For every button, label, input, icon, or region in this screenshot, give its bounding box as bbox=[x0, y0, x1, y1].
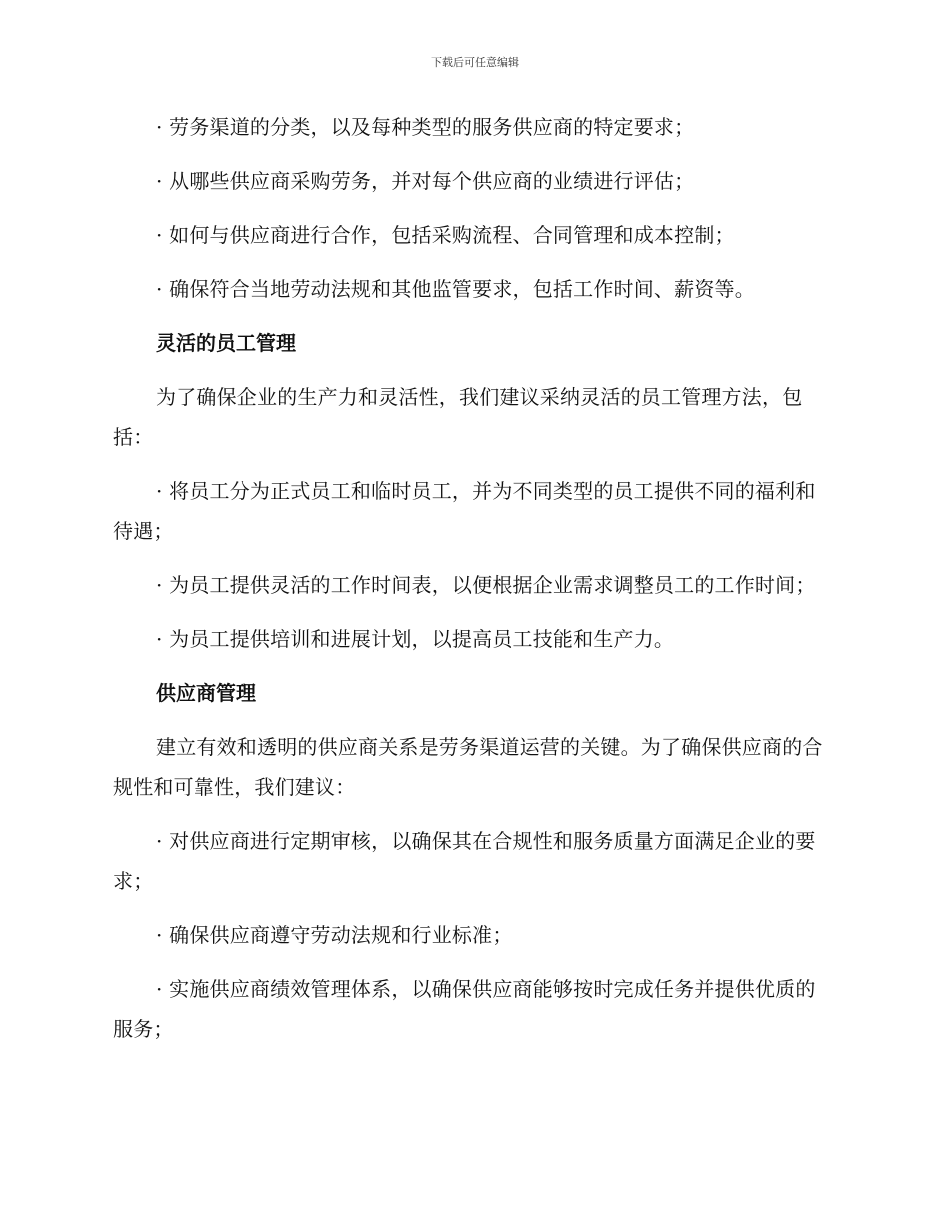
bullet-item: · 确保供应商遵守劳动法规和行业标准； bbox=[156, 923, 513, 947]
bullet-item: · 为员工提供灵活的工作时间表，以便根据企业需求调整员工的工作时间； bbox=[156, 573, 816, 597]
bullet-item: · 从哪些供应商采购劳务，并对每个供应商的业绩进行评估； bbox=[156, 169, 695, 193]
bullet-item: · 劳务渠道的分类，以及每种类型的服务供应商的特定要求； bbox=[156, 115, 695, 139]
bullet-item: · 实施供应商绩效管理体系，以确保供应商能够按时完成任务并提供优质的服务； bbox=[113, 977, 816, 1041]
page-header-note: 下载后可任意编辑 bbox=[431, 56, 519, 69]
bullet-item: · 如何与供应商进行合作，包括采购流程、合同管理和成本控制； bbox=[156, 223, 735, 247]
bullet-item: · 将员工分为正式员工和临时员工，并为不同类型的员工提供不同的福利和待遇； bbox=[113, 479, 816, 543]
body-paragraph: 为了确保企业的生产力和灵活性，我们建议采纳灵活的员工管理方法，包括： bbox=[113, 385, 803, 449]
section-heading: 灵活的员工管理 bbox=[156, 331, 296, 355]
bullet-item: · 对供应商进行定期审核，以确保其在合规性和服务质量方面满足企业的要求； bbox=[113, 829, 816, 893]
section-heading: 供应商管理 bbox=[156, 681, 256, 705]
body-paragraph: 建立有效和透明的供应商关系是劳务渠道运营的关键。为了确保供应商的合规性和可靠性，我们建议： bbox=[113, 735, 823, 799]
bullet-item: · 确保符合当地劳动法规和其他监管要求，包括工作时间、薪资等。 bbox=[156, 277, 755, 301]
document-body bbox=[113, 107, 833, 1049]
bullet-item: · 为员工提供培训和进展计划，以提高员工技能和生产力。 bbox=[156, 627, 675, 651]
